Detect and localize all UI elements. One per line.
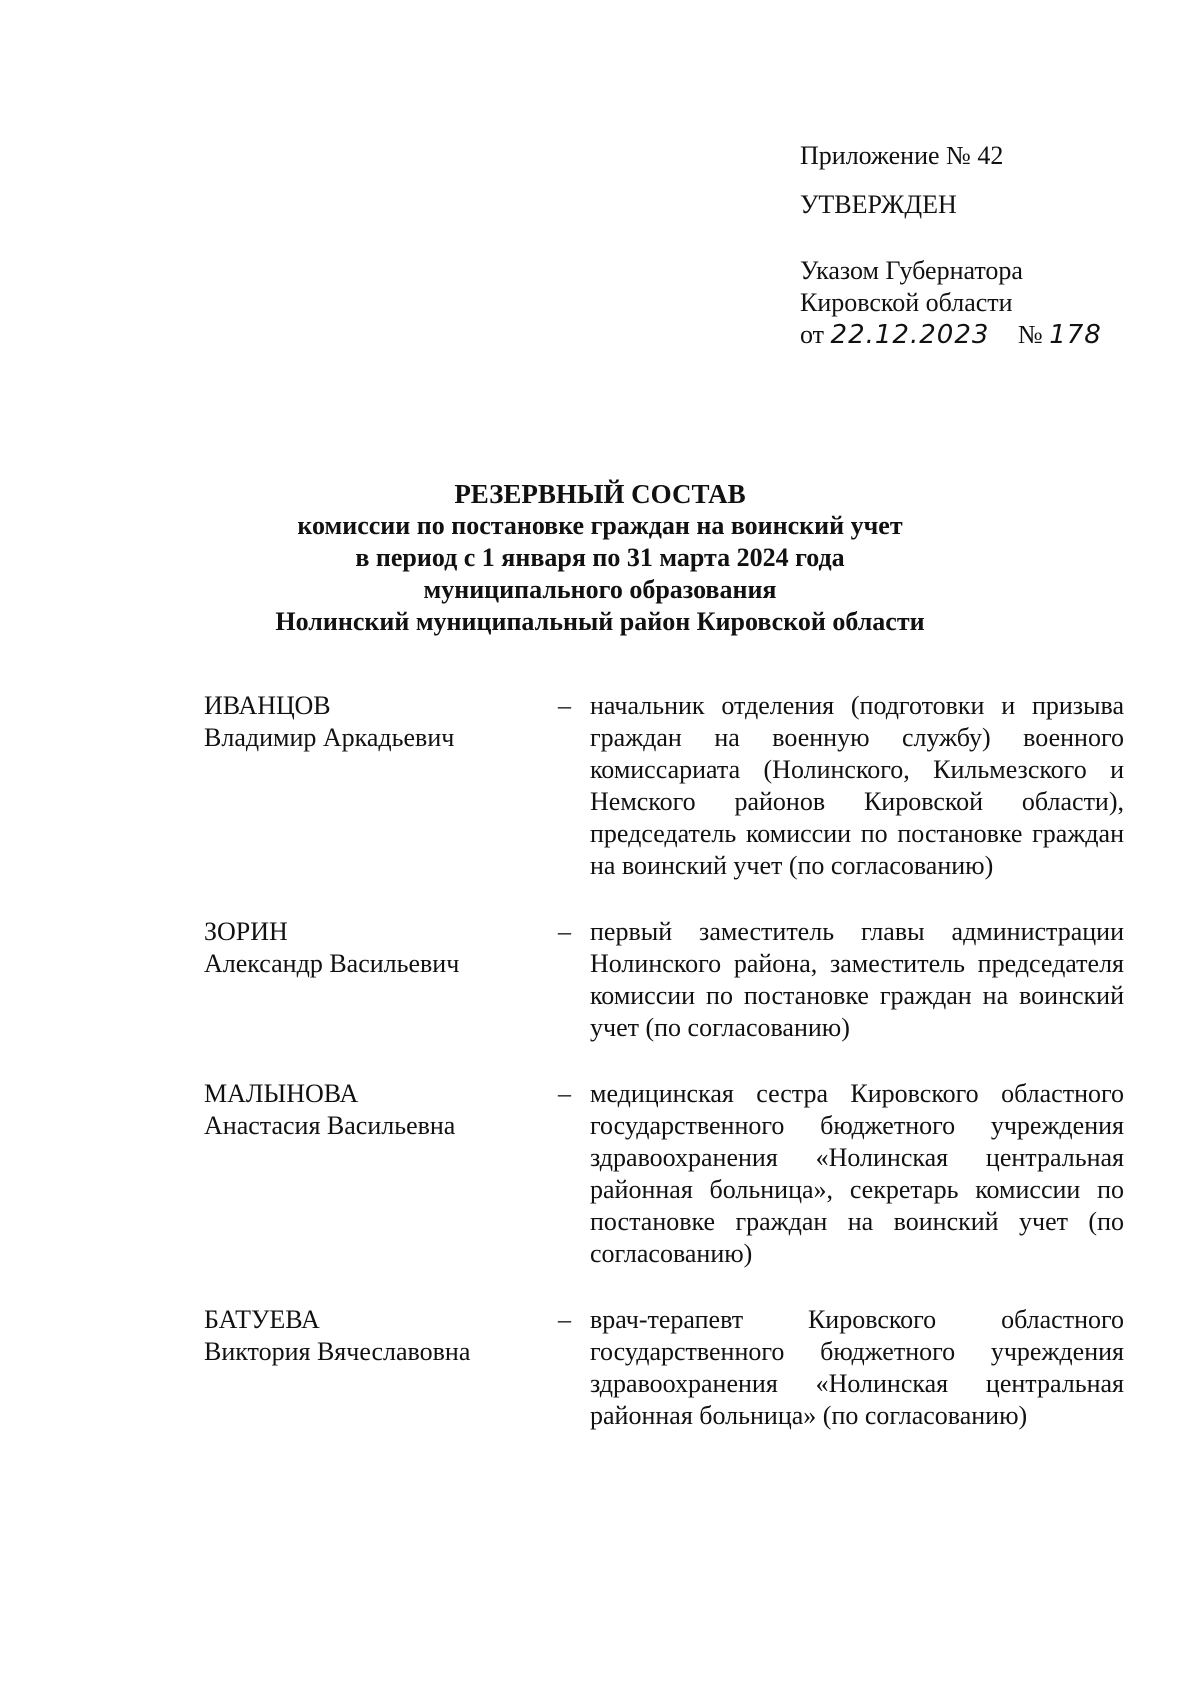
member-name [204, 690, 554, 882]
approved-stamp-text: УТВЕРЖДЕН [800, 190, 957, 219]
member-dash: – [558, 917, 571, 946]
member-given-names: Анастасия Васильевна [204, 1111, 456, 1140]
member-surname: МАЛЫНОВА [204, 1079, 359, 1108]
heading-line-3: муниципального образования [423, 575, 777, 604]
heading-line-2: в период с 1 января по 31 марта 2024 года [355, 543, 845, 572]
member-given-names: Виктория Вячеславовна [204, 1337, 471, 1366]
member-entry [204, 1078, 1124, 1270]
decree-number: 178 [1049, 320, 1102, 350]
heading-line-4: Нолинский муниципальный район Кировской области [275, 607, 925, 636]
decree-date-line [800, 319, 1160, 351]
member-entry [204, 1304, 1124, 1432]
approved-by-line-1: Указом Губернатора [800, 256, 1023, 285]
member-entry [204, 690, 1124, 882]
member-surname: ИВАНЦОВ [204, 691, 331, 720]
member-entry [204, 916, 1124, 1044]
member-dash: – [558, 1079, 571, 1108]
member-position: начальник отделения (подготовки и призыва граждан на военную службу) военного комиссариата (Нолинского, Кильмезского и Немского районов Кировской области), председатель комиссии по постановке граждан на воинский учет (по согласованию) [590, 691, 1124, 880]
approval-block [800, 140, 1160, 351]
member-dash: – [558, 691, 571, 720]
member-dash: – [558, 1305, 571, 1334]
members-list [204, 690, 1124, 1432]
appendix-number: Приложение № 42 [800, 141, 1004, 170]
date-prefix: от [800, 320, 825, 349]
number-sign: № [1017, 320, 1043, 349]
member-position: первый заместитель главы администрации Нолинского района, заместитель председателя комиссии по постановке граждан на воинский учет (по согласованию) [590, 917, 1124, 1042]
member-name [204, 1078, 554, 1270]
document-heading [200, 478, 1000, 638]
decree-date: 22.12.2023 [830, 320, 990, 350]
member-name [204, 916, 554, 1044]
member-position: медицинская сестра Кировского областного государственного бюджетного учреждения здравоохранения «Нолинская центральная районная больница», секретарь комиссии по постановке граждан на воинский учет (по согласованию) [590, 1079, 1124, 1268]
member-name [204, 1304, 554, 1432]
member-surname: ЗОРИН [204, 917, 288, 946]
approved-by-line-2: Кировской области [800, 288, 1013, 317]
member-position: врач-терапевт Кировского областного государственного бюджетного учреждения здравоохранения «Нолинская центральная районная больница» (по согласованию) [590, 1305, 1124, 1430]
member-surname: БАТУЕВА [204, 1305, 320, 1334]
member-given-names: Владимир Аркадьевич [204, 723, 455, 752]
heading-line-1: комиссии по постановке граждан на воинский учет [297, 511, 903, 540]
document-title: РЕЗЕРВНЫЙ СОСТАВ [454, 479, 746, 509]
member-given-names: Александр Васильевич [204, 949, 460, 978]
